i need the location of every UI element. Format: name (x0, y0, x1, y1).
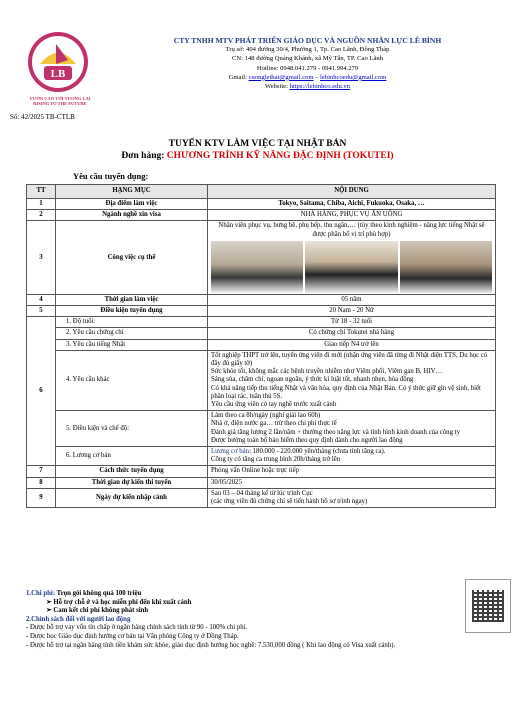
requirement-line: Sức khỏe tốt, không mắc các bệnh truyền nhiễm như Viêm phổi, Viêm gan B, HIV… (211, 368, 443, 376)
requirement-line: Có khả năng tiếp thu tiếng Nhật và văn hóa, quy định của Nhật Bản. Có ý thức giữ gìn vệ sinh, biết phân loại rác, tuân thủ 5S. (211, 384, 481, 400)
policy-line: - Được học Giáo dục định hướng cơ bản tại Văn phòng Công ty ở Đồng Tháp. (26, 632, 239, 640)
requirement-line: Tốt nghiệp THPT trở lên, tuyển ứng viên đi mới (nhận ứng viên đã từng đi Nhật diện TTS, Du học có đầy đủ giấy tờ) (211, 351, 488, 368)
company-address: Trụ sở: 404 đường 30/4, Phường 1, Tp. Cao Lãnh, Đồng Tháp (225, 46, 390, 54)
row-value: Tokyo, Saitama, Chiba, Aichi, Fukuoka, Osaka, … (208, 199, 496, 210)
row-category: Cách thức tuyển dụng (56, 466, 208, 477)
row-value: NHÀ HÀNG, PHỤC VỤ ĂN UỐNG (208, 210, 496, 221)
table-row (27, 317, 496, 328)
company-logo (26, 30, 90, 94)
row-category: 1. Độ tuổi: (56, 317, 208, 328)
table-row (27, 350, 496, 410)
company-website (110, 82, 505, 91)
table-row (27, 199, 496, 210)
website-link[interactable]: https://lebinhco.edu.vn (289, 83, 350, 91)
notes-section (26, 590, 466, 650)
row-value: Giao tiếp N4 trở lên (208, 339, 496, 350)
staff-photo (211, 241, 303, 293)
gmail-link-1[interactable]: cuonglethai@gmail.com (248, 73, 314, 81)
cost-bullet: ➢ Cam kết chi phí không phát sinh (46, 607, 149, 615)
row-value-cell (208, 350, 496, 410)
requirements-heading: Yêu cầu tuyển dụng: (73, 171, 149, 181)
cost-value: Trọn gói không quá 100 triệu (56, 590, 142, 597)
header-content: NỘI DUNG (208, 185, 496, 199)
table-row (27, 221, 496, 294)
policy-line: - Được hỗ trợ vay vốn tín chấp ở ngân hàng chính sách tính từ 90 - 100% chi phí. (26, 624, 248, 632)
row-value: Phỏng vấn Online hoặc trực tiếp (208, 466, 496, 477)
page-title: TUYỂN KTV LÀM VIỆC TẠI NHẬT BẢN (168, 139, 347, 149)
table-row (27, 466, 496, 477)
row-number: 9 (27, 488, 56, 507)
qr-code[interactable] (465, 579, 511, 633)
row-category: Điều kiện tuyển dụng (56, 306, 208, 317)
row-category: 5. Điều kiện và chế độ: (56, 411, 208, 447)
cost-line (26, 590, 466, 599)
row-value-cell (208, 221, 496, 294)
row-value-cell (208, 447, 496, 466)
company-header (110, 36, 505, 91)
requirement-line: Sáng sủa, chăm chỉ, ngoan ngoãn, ý thức kỉ luật tốt, nhanh nhẹn, hòa đồng (211, 376, 414, 384)
requirement-line: Yêu cầu ứng viên có tay nghề trước xuất cảnh (211, 401, 337, 409)
row-number: 2 (27, 210, 56, 221)
row-number: 5 (27, 306, 56, 317)
row-category: Ngày dự kiến nhập cảnh (56, 488, 208, 507)
header-category: HẠNG MỤC (56, 185, 208, 199)
salary-line (211, 448, 492, 456)
row-number: 7 (27, 466, 56, 477)
logo-caption (10, 96, 110, 106)
row-category: 6. Lương cơ bản (56, 447, 208, 466)
salary-value: : 180.000 - 220.000 yên/tháng (chưa tính tăng ca). (249, 448, 386, 456)
logo-mark: LB (50, 68, 66, 80)
row-value-cell (208, 411, 496, 447)
table-row (27, 488, 496, 507)
table-row (27, 447, 496, 466)
gmail-separator: – (313, 73, 321, 81)
row-value: 05 năm (208, 294, 496, 305)
qr-pattern (472, 590, 504, 622)
order-label: Đơn hàng: (121, 151, 167, 161)
staff-photo (400, 241, 492, 293)
condition-line: Được hưởng toàn bộ bảo hiểm theo quy định dành cho người lao động (211, 436, 403, 444)
gmail-label: Gmail: (228, 73, 249, 81)
order-title (0, 151, 515, 161)
row-category: 3. Yêu cầu tiếng Nhật (56, 339, 208, 350)
row-value-cell (208, 488, 496, 507)
table-row (27, 328, 496, 339)
policy-line: - Được hỗ trợ tại ngân hàng tính tiền khám sức khỏe, giáo dục định hướng học nghề: 7.530.000 đồng ( Khi lao động có Visa xuất cảnh). (26, 641, 396, 649)
order-name: CHƯƠNG TRÌNH KỸ NĂNG ĐẶC ĐỊNH (TOKUTEI) (166, 151, 394, 161)
logo-caption-line1: VƯƠN CAO TỚI TƯƠNG LAI (29, 96, 91, 101)
row-value: Từ 18 - 32 tuổi (208, 317, 496, 328)
row-number: 8 (27, 477, 56, 488)
cost-label: 1.Chi phí: (26, 590, 57, 597)
entry-note: (các ứng viên đủ chứng chỉ sẽ tiến hành hồ sơ trình ngay) (211, 498, 368, 506)
condition-line: Làm theo ca 8h/ngày (nghỉ giải lao 60h) (211, 412, 321, 420)
company-branch: CN: 148 đường Quảng Khánh, xã Mỹ Tân, TP. Cao Lãnh (232, 55, 383, 63)
row-category: Ngành nghề xin visa (56, 210, 208, 221)
table-row (27, 339, 496, 350)
row-category: Thời gian dự kiến thi tuyển (56, 477, 208, 488)
salary-label: Lương cơ bản (211, 448, 250, 456)
table-row (27, 477, 496, 488)
row-category: 2. Yêu cầu chứng chỉ (56, 328, 208, 339)
job-description: Nhân viên phục vụ, bưng bê, phụ bếp, thu ngân,… (tùy theo kinh nghiệm - năng lực tiếng Nhật sẽ được phân bổ vị trí phù hợp) (218, 222, 485, 238)
row-category: Thời gian làm việc (56, 294, 208, 305)
condition-line: Nhà ở, điện nước ga… trừ theo chi phí thực tế (211, 420, 337, 428)
row-category: Công việc cụ thể (56, 221, 208, 294)
table-header-row (27, 185, 496, 199)
row-category: Địa điểm làm việc (56, 199, 208, 210)
row-number: 1 (27, 199, 56, 210)
staff-photo (305, 241, 397, 293)
job-photos (211, 241, 492, 293)
header-tt: TT (27, 185, 56, 199)
row-value: 20 Nam - 20 Nữ (208, 306, 496, 317)
row-value: Có chứng chỉ Tokutei nhà hàng (208, 328, 496, 339)
row-number: 6 (27, 317, 56, 466)
company-hotline: Hotline: 0948.041.279 - 0941.994.279 (256, 64, 359, 72)
condition-line: Đánh giá tăng lương 2 lần/năm + thưởng theo năng lực và tình hình kinh doanh của công ty (211, 428, 460, 436)
table-row (27, 210, 496, 221)
overtime-line: Công ty có tăng ca trung bình 20h/tháng trở lên (211, 456, 341, 464)
requirements-table (26, 184, 496, 508)
table-row (27, 294, 496, 305)
row-value: 30/05/2025 (208, 477, 496, 488)
policy-heading: 2.Chính sách đối với người lao động (26, 615, 131, 623)
gmail-link-2[interactable]: lebinhcoedu@gmail.com (320, 73, 387, 81)
logo-caption-line2: RISING TO THE FUTURE (33, 101, 87, 106)
entry-line: Sau 03 – 04 tháng kể từ lúc trình Cục (211, 489, 313, 497)
table-row (27, 306, 496, 317)
row-number: 4 (27, 294, 56, 305)
row-category: 4. Yêu cầu khác (56, 350, 208, 410)
row-number: 3 (27, 221, 56, 294)
company-gmail (110, 73, 505, 82)
website-label: Website: (265, 83, 290, 91)
cost-bullet: ➢ Hỗ trợ chỗ ở và học miễn phí đến khi xuất cảnh (46, 598, 192, 606)
company-name: CTY TNHH MTV PHÁT TRIỂN GIÁO DỤC VÀ NGUỒN NHÂN LỰC LÊ BÌNH (173, 36, 442, 45)
document-number: Số: 42/2025 TB-CTLB (10, 113, 75, 121)
table-row (27, 411, 496, 447)
